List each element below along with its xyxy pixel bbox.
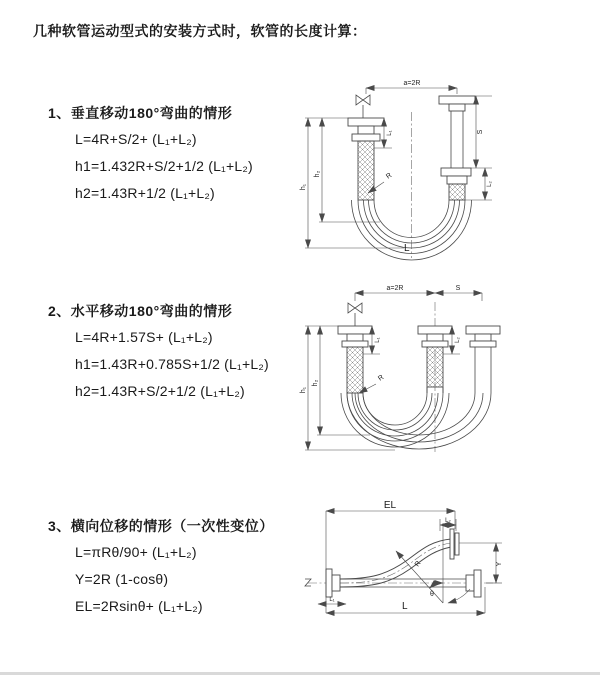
dim-y-label: Y: [496, 561, 503, 567]
left-leg: [348, 118, 384, 200]
right-leg: [439, 96, 475, 200]
diagram-horizontal-180-bend: [300, 280, 598, 475]
page-title: 几种软管运动型式的安装方式时，软管的长度计算：: [33, 23, 367, 39]
hose-s-curve: [340, 539, 451, 587]
dim-l1-label: L₁: [329, 597, 335, 603]
theta-label: θ: [430, 591, 434, 598]
left-flange: [326, 569, 340, 597]
section2-formula-L: L=4R+1.57S+ (L₁+L₂): [75, 329, 213, 345]
dim-h1-label: h₁: [300, 386, 307, 394]
section2-formula-h2: h2=1.43R+S/2+1/2 (L₁+L₂): [75, 383, 245, 399]
dim-h2-label: h₂: [312, 379, 319, 387]
dim-l2-label: L₂: [445, 518, 451, 524]
valve-icon: [348, 303, 362, 326]
middle-leg: [418, 326, 452, 393]
dim-l2-label: L₂: [455, 337, 461, 343]
section3-heading: 3、横向位移的情形（一次性变位）: [48, 518, 274, 534]
section3-formula-Y: Y=2R (1-cosθ): [75, 571, 169, 587]
dim-s: [471, 96, 492, 168]
moved-leg: [466, 326, 500, 393]
section2-heading: 2、水平移动180°弯曲的情形: [48, 303, 233, 319]
valve-icon: [356, 95, 370, 118]
dim-a-2r-label: a=2R: [386, 285, 404, 292]
dim-a-2r: [366, 80, 457, 94]
dim-h2-label: h₂: [314, 170, 321, 178]
section1-heading: 1、垂直移动180°弯曲的情形: [48, 105, 233, 121]
dim-el: [326, 500, 455, 613]
dim-el-label: EL: [383, 500, 397, 511]
dim-l2-label: L₂: [487, 181, 493, 187]
radius-label: R: [377, 374, 386, 383]
section1-formula-L: L=4R+S/2+ (L₁+L₂): [75, 131, 197, 147]
dim-l: [326, 587, 485, 613]
section1-formula-h2: h2=1.43R+1/2 (L₁+L₂): [75, 185, 215, 201]
diagram-lateral-displacement: [300, 495, 600, 655]
dim-l1-label: L₁: [387, 130, 393, 136]
dim-s: [435, 285, 482, 301]
dim-a-2r: [355, 285, 435, 301]
diagram-vertical-180-bend: [300, 72, 590, 262]
length-label: L: [404, 243, 410, 254]
centerline-break-mark: [305, 579, 311, 586]
dim-l1: [318, 597, 346, 604]
dim-s-label: S: [455, 285, 461, 292]
radius-label: R: [385, 172, 394, 181]
left-leg: [338, 326, 372, 393]
section3-formula-EL: EL=2Rsinθ+ (L₁+L₂): [75, 598, 203, 614]
upper-flange: [450, 529, 459, 559]
lower-flange: [466, 570, 481, 597]
section2-formula-h1: h1=1.43R+0.785S+1/2 (L₁+L₂): [75, 356, 269, 372]
dim-l-label: L: [402, 601, 408, 612]
section1-formula-h1: h1=1.432R+S/2+1/2 (L₁+L₂): [75, 158, 253, 174]
dim-a-2r-label: a=2R: [403, 80, 421, 87]
section3-formula-L: L=πRθ/90+ (L₁+L₂): [75, 544, 197, 560]
dim-l1-label: L₁: [375, 337, 381, 343]
dim-s-label: S: [477, 129, 484, 135]
dim-h1-label: h₁: [300, 183, 307, 191]
radius-label: R: [413, 559, 423, 569]
